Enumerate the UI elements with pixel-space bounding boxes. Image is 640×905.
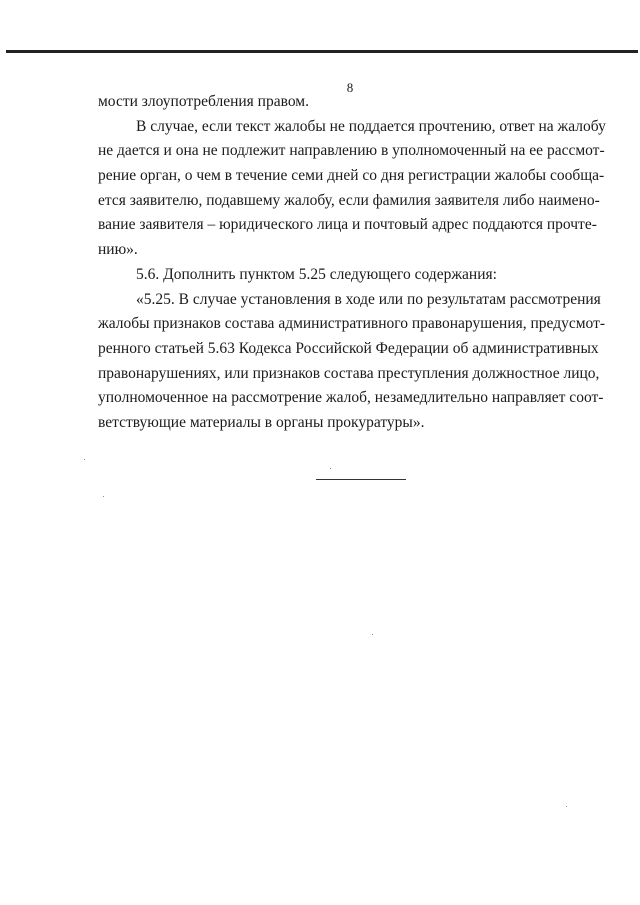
page-number: 8 <box>346 80 354 95</box>
text-line: В случае, если текст жалобы не поддается прочтению, ответ на жалобу <box>136 117 606 135</box>
scan-speck <box>103 496 104 497</box>
top-scan-rule <box>6 50 638 53</box>
text-line: «5.25. В случае установления в ходе или по результатам рассмотрения <box>136 290 601 308</box>
end-of-text-rule <box>316 479 406 480</box>
text-line: вание заявителя – юридического лица и почтовый адрес поддаются прочте- <box>98 216 597 234</box>
text-line: не дается и она не подлежит направлению в уполномоченный на ее рассмот- <box>98 142 605 160</box>
text-line: мости злоупотребления правом. <box>98 93 309 110</box>
text-line: жалобы признаков состава административного правонарушения, предусмот- <box>98 315 606 333</box>
scan-speck <box>566 806 567 807</box>
scan-speck <box>372 634 373 635</box>
scan-speck <box>84 459 85 460</box>
text-line: правонарушениях, или признаков состава преступления должностное лицо, <box>98 364 600 382</box>
text-line: рение орган, о чем в течение семи дней со дня регистрации жалобы сообща- <box>98 167 605 185</box>
text-line: уполномоченное на рассмотрение жалоб, незамедлительно направляет соот- <box>98 389 604 407</box>
text-line: 5.6. Дополнить пунктом 5.25 следующего содержания: <box>136 265 497 283</box>
text-line: ветствующие материалы в органы прокуратуры». <box>98 413 425 431</box>
document-body <box>98 90 606 436</box>
text-line: ренного статьей 5.63 Кодекса Российской Федерации об административных <box>98 339 599 357</box>
scan-speck <box>330 468 331 469</box>
text-line: ется заявителю, подавшему жалобу, если фамилия заявителя либо наимено- <box>98 191 600 209</box>
text-line: нию». <box>98 241 138 259</box>
